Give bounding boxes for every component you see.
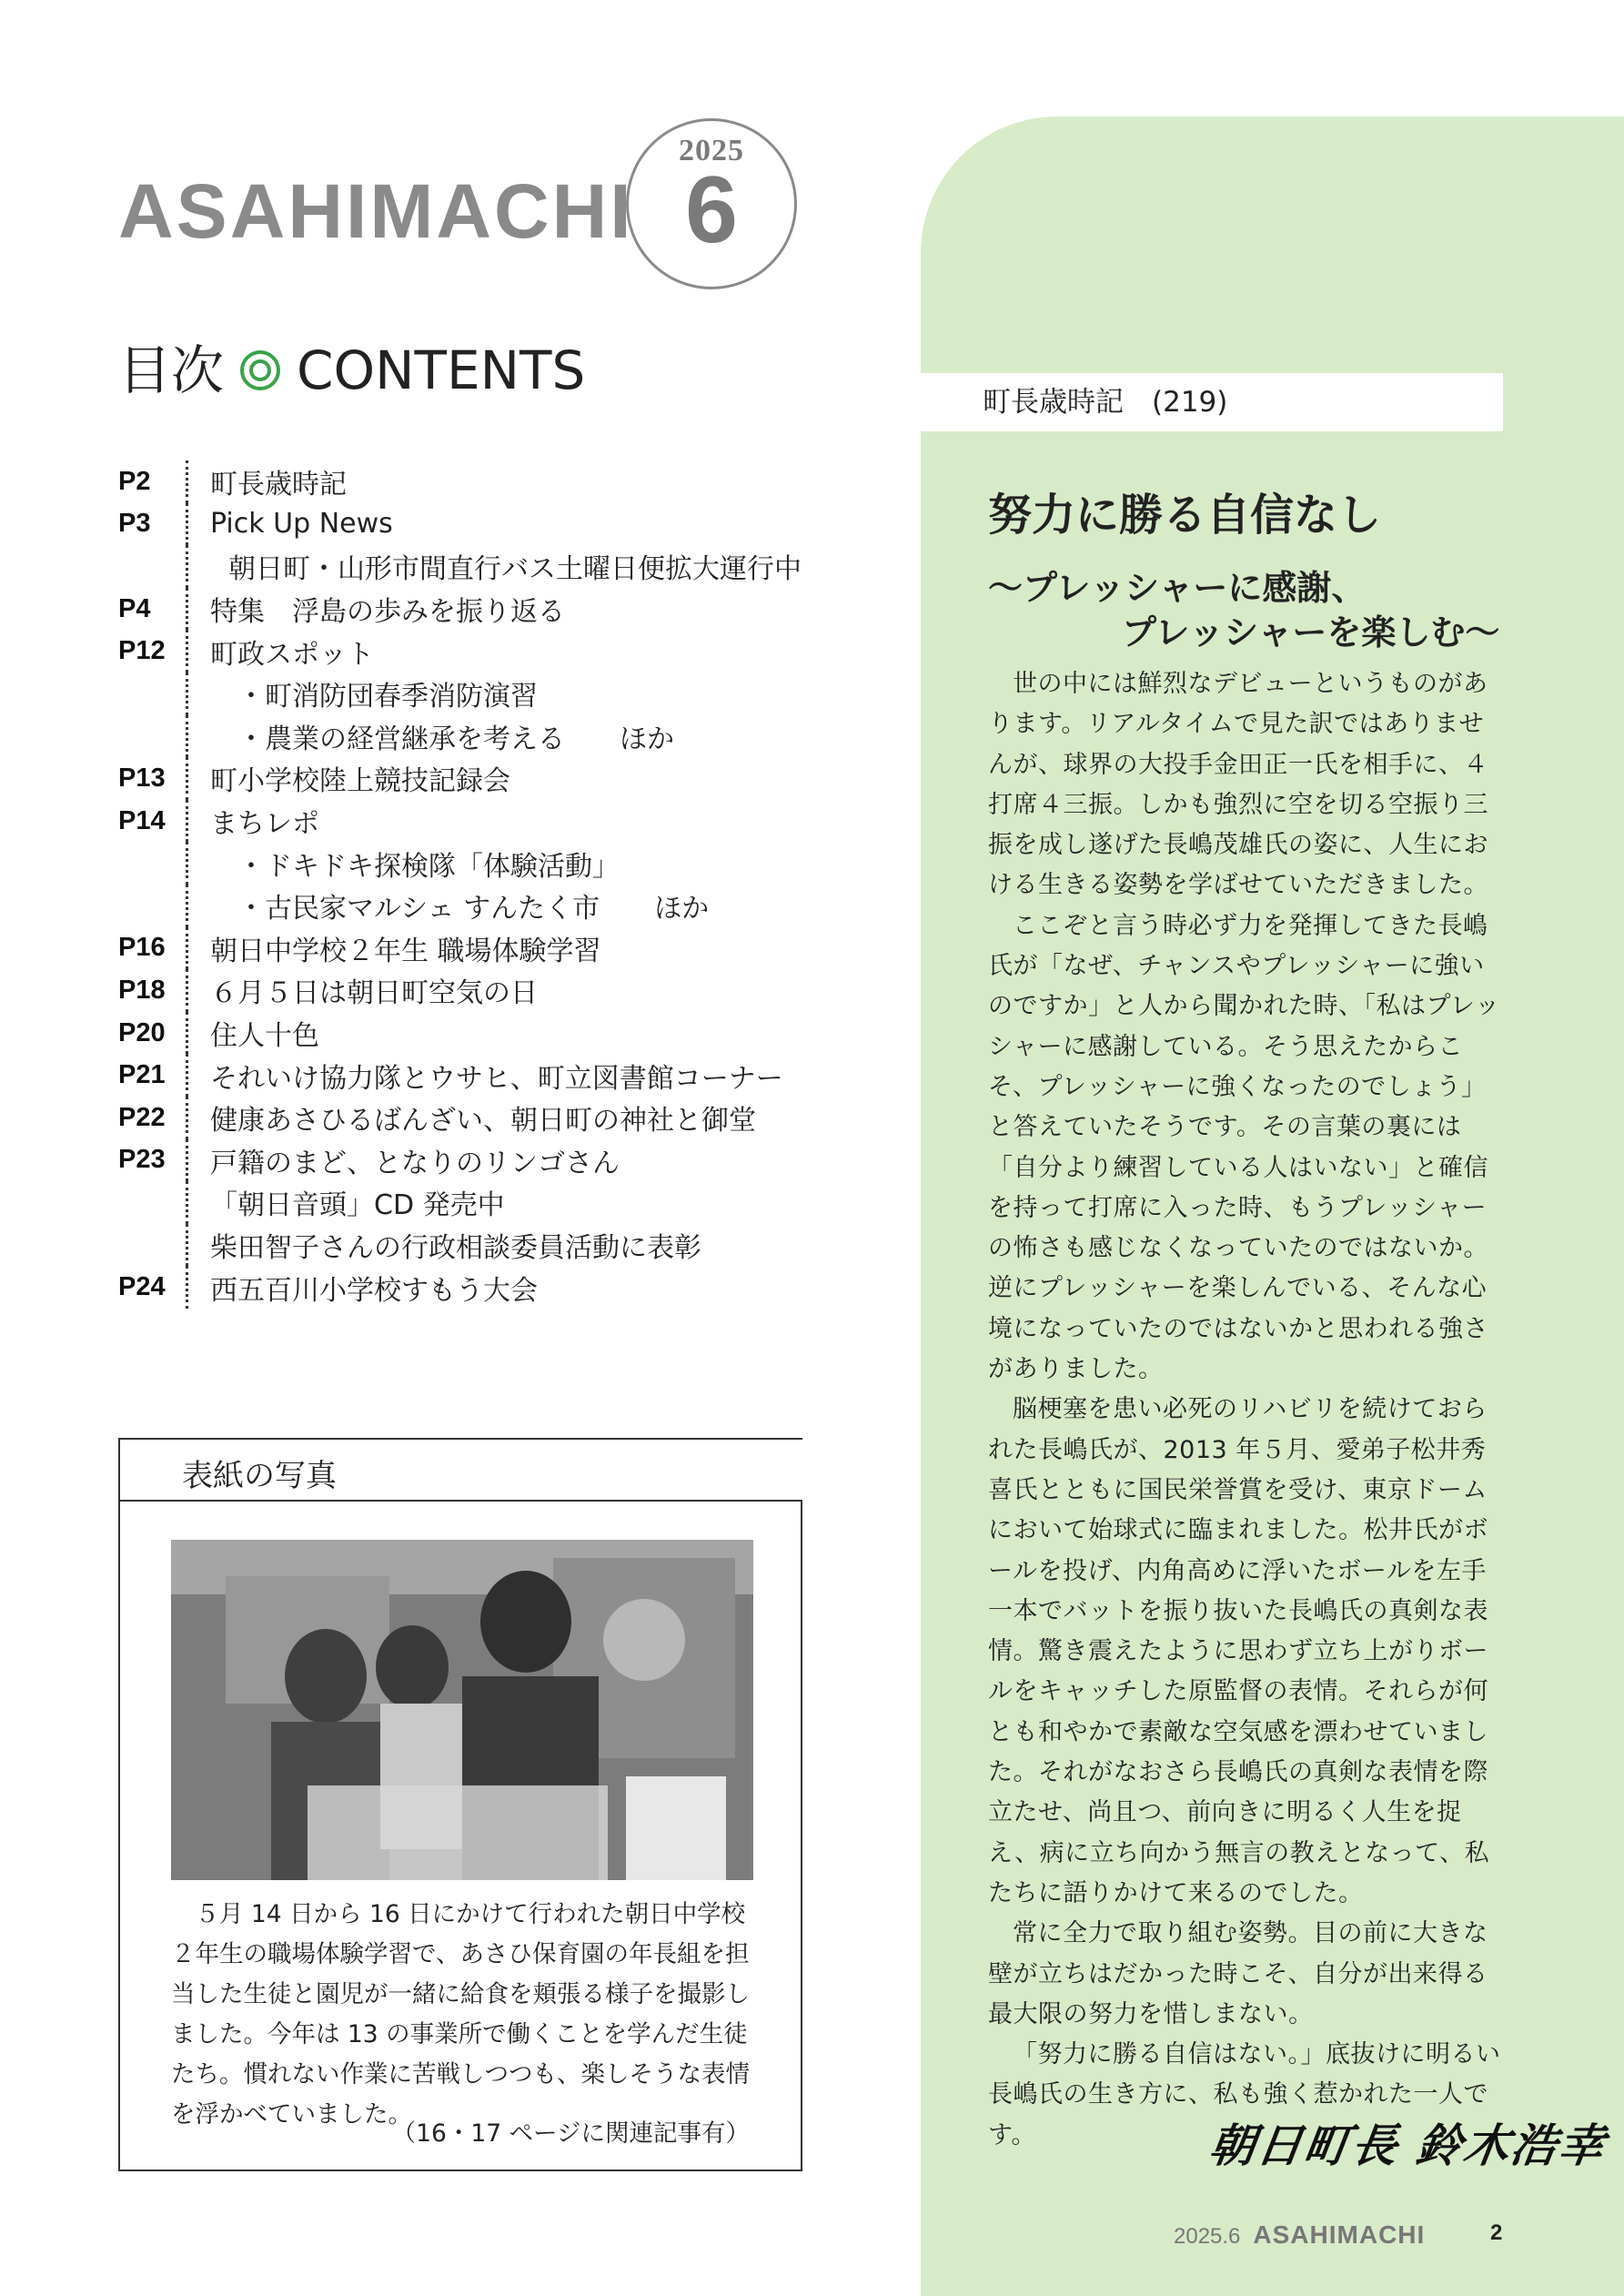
toc-suffix: ほか [620, 723, 674, 755]
toc-row[interactable] [118, 969, 810, 1012]
cover-photo [171, 1540, 753, 1880]
toc-title: ・農業の経営継承を考える [237, 723, 565, 755]
toc-row[interactable] [118, 1181, 810, 1224]
toc-page: P16 [118, 933, 166, 963]
toc-row[interactable] [118, 715, 810, 758]
essay-title: 努力に勝る自信なし [988, 490, 1382, 541]
toc-title: 「朝日音頭」CD 発売中 [186, 1181, 505, 1224]
cover-photo-illustration [171, 1540, 753, 1880]
page-number: 2 [1490, 2220, 1503, 2245]
toc-title: 朝日町・山形市間直行バス土曜日便拡大運行中 [186, 545, 802, 588]
toc-page: P3 [118, 509, 151, 539]
toc-page: P4 [118, 593, 151, 623]
toc-row[interactable] [118, 1054, 810, 1097]
toc-page: P24 [118, 1272, 166, 1302]
toc-title: 町小学校陸上競技記録会 [186, 757, 510, 800]
toc-title: 柴田智子さんの行政相談委員活動に表彰 [186, 1224, 701, 1267]
toc-row[interactable] [118, 885, 810, 927]
toc-title: 朝日中学校２年生 職場体験学習 [186, 927, 601, 970]
essay-subtitle-line2: プレッシャーを楽しむ〜 [1122, 612, 1500, 652]
footer [1174, 2220, 1425, 2250]
essay-paragraph: 常に全力で取り組む姿勢。目の前に大きな壁が立ちはだかった時こそ、自分が出来得る最大限の努力を惜しまない。 [988, 1919, 1488, 2028]
toc-suffix: ほか [654, 893, 710, 925]
essay-paragraph: 脳梗塞を患い必死のリハビリを続けておられた長嶋氏が、2013 年５月、愛弟子松井秀喜氏とともに国民栄誉賞を受け、東京ドームにおいて始球式に臨まれました。松井氏がボールを投げ、内角高めに浮いたボールを左手一本でバットを振り抜いた長嶋氏の真剣な表情。驚き震えたように思わず立ち上がりボールをキャッチした原監督の表情。それらが何とも和やかで素敵な空気感を漂わせていました。それがなおさら長嶋氏の真剣な表情を際立たせ、尚且つ、前向きに明るく人生を捉え、病に立ち向かう無言の教えとなって、私たちに語りかけて来るのでした。 [988, 1395, 1490, 1907]
toc-title: 西五百川小学校すもう大会 [186, 1266, 538, 1309]
cover-related-article: （16・17 ページに関連記事有） [391, 2119, 750, 2148]
toc-title: 町政スポット [186, 630, 374, 673]
cover-section-heading: 表紙の写真 [182, 1458, 337, 1494]
toc-title: 戸籍のまど、となりのリンゴさん [186, 1139, 620, 1182]
toc-page: P20 [118, 1017, 166, 1047]
essay-paragraph: 「努力に勝る自信はない。」底抜けに明るい長嶋氏の生き方に、私も強く惹かれた一人です。 [988, 2040, 1501, 2149]
toc-page: P2 [118, 466, 151, 496]
toc-row[interactable] [118, 757, 810, 800]
toc-row[interactable] [118, 927, 810, 970]
toc-page: P21 [118, 1060, 166, 1090]
table-of-contents [118, 460, 810, 1309]
toc-row[interactable] [118, 673, 810, 715]
toc-row[interactable] [118, 588, 810, 631]
contents-heading-ja: 目次 [118, 339, 225, 401]
column-label: 町長歳時記 (219) [921, 373, 1503, 431]
toc-page: P14 [118, 805, 166, 835]
toc-row[interactable] [118, 1224, 810, 1267]
toc-title: まちレポ [186, 800, 319, 843]
cover-section [118, 1500, 802, 2171]
toc-row[interactable] [118, 800, 810, 843]
toc-row[interactable] [118, 630, 810, 673]
cover-section-tab [118, 1438, 802, 1500]
toc-row[interactable] [118, 460, 810, 503]
essay-body [988, 664, 1507, 2156]
toc-title: それいけ協力隊とウサヒ、町立図書館コーナー [186, 1054, 783, 1097]
toc-title-group [186, 715, 674, 758]
toc-title-group [186, 885, 709, 927]
toc-row[interactable] [118, 1139, 810, 1182]
footer-date: 2025.6 [1174, 2224, 1241, 2249]
essay-subtitle-line1: 〜プレッシャーに感謝、 [988, 568, 1367, 608]
toc-row[interactable] [118, 1097, 810, 1139]
issue-month: 6 [685, 157, 738, 263]
toc-page: P22 [118, 1102, 166, 1132]
toc-row[interactable] [118, 1012, 810, 1055]
contents-heading [118, 339, 586, 401]
toc-title: ６月５日は朝日町空気の日 [186, 969, 538, 1012]
issue-badge [626, 118, 797, 289]
toc-title: Pick Up News [186, 503, 393, 546]
toc-title: ・ドキドキ探検隊「体験活動」 [186, 842, 620, 885]
toc-page: P13 [118, 763, 166, 793]
toc-row[interactable] [118, 1266, 810, 1309]
issue-year: 2025 [679, 134, 744, 167]
toc-title: 町長歳時記 [186, 460, 347, 503]
essay-paragraph: 世の中には鮮烈なデビューというものがあります。リアルタイムで見た訳ではありませんが、球界の大投手金田正一氏を相手に、４打席４三振。しかも強烈に空を切る空振り三振を成し遂げた長嶋茂雄氏の姿に、人生における生きる姿勢を学ばせていただきました。 [988, 670, 1488, 900]
toc-row[interactable] [118, 503, 810, 546]
toc-page: P23 [118, 1145, 166, 1175]
footer-logo: ASAHIMACHI [1253, 2220, 1426, 2249]
cover-caption: ５月 14 日から 16 日にかけて行われた朝日中学校２年生の職場体験学習で、あさひ保育園の年長組を担当した生徒と園児が一緒に給食を頬張る様子を撮影しました。今年は 13 の事業所で働くことを学んだ生徒たち。慣れない作業に苦戦しつつも、楽しそうな表情を浮かべていました。 [171, 1900, 750, 2129]
mayor-signature: 朝日町長 鈴木浩幸 [1205, 2119, 1610, 2172]
essay-paragraph: ここぞと言う時必ず力を発揮してきた長嶋氏が「なぜ、チャンスやプレッシャーに強いのですか」と人から聞かれた時、「私はプレッシャーに感謝している。そう思えたからこそ、プレッシャーに強くなったのでしょう」と答えていたそうです。その言葉の裏には「自分より練習している人はいない」と確信を持って打席に入った時、もうプレッシャーの怖さも感じなくなっていたのではないか。逆にプレッシャーを楽しんでいる、そんな心境になっていたのではないかと思われる強さがありました。 [988, 911, 1500, 1384]
double-circle-icon [240, 350, 280, 390]
toc-title: ・町消防団春季消防演習 [186, 673, 538, 715]
toc-title: ・古民家マルシェ すんたく市 [237, 893, 600, 925]
toc-row[interactable] [118, 842, 810, 885]
toc-title: 特集 浮島の歩みを振り返る [186, 588, 565, 631]
toc-row[interactable] [118, 545, 810, 588]
masthead-logo: ASAHIMACHI [118, 168, 634, 254]
toc-page: P18 [118, 975, 166, 1005]
toc-title: 住人十色 [186, 1012, 319, 1055]
toc-title: 健康あさひるばんざい、朝日町の神社と御堂 [186, 1097, 756, 1139]
contents-heading-en: CONTENTS [297, 339, 586, 401]
toc-page: P12 [118, 636, 166, 666]
